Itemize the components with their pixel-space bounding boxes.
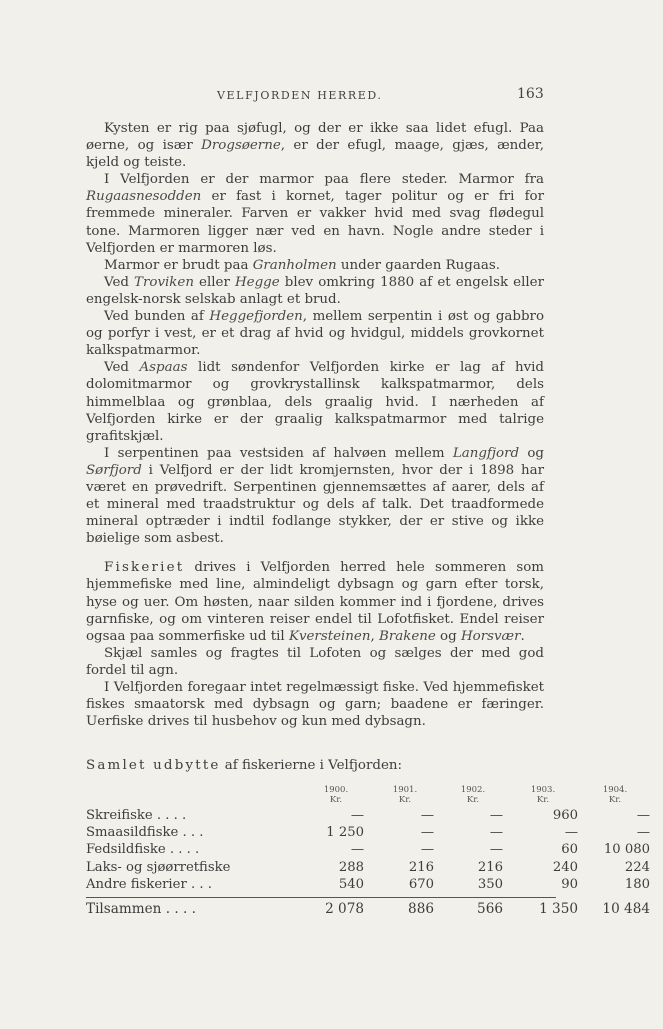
emphasis-term: Fiskeriet	[104, 560, 185, 576]
total-value: 886	[408, 900, 434, 917]
total-value: 1 350	[539, 900, 578, 917]
text-run: blev omkring 1880 af et engelsk eller engelsk-norsk selskab anlagt et brud.	[86, 274, 544, 307]
text-run: I serpentinen paa vestsiden af halvøen mellem	[104, 445, 453, 461]
paragraph	[86, 559, 544, 644]
row-value: 240	[552, 859, 578, 875]
paragraph	[86, 171, 544, 256]
row-value: —	[489, 842, 503, 858]
text-run: er fast i kornet, tager politur og er fri for fremmede mineraler. Farven er vakker hvid med svag flødegul tone. Marmoren ligger nær ved en havn. Nogle andre steder i Velfjorden er marmoren løs.	[86, 189, 544, 256]
text-run: drives i Velfjorden herred hele sommeren som hjemmefiske med line, almindeligt dybsagn og garn efter torsk, hyse og uer. Om høsten, naar silden kommer ind i fjordene, drives garnfiske, og om vinteren reiser endel til Lofotfisket. Endel reiser ogsaa paa sommerfiske ud til	[86, 560, 544, 644]
row-label: Fedsildfiske . . . .	[86, 842, 200, 858]
paragraph	[86, 679, 544, 730]
row-value: —	[489, 825, 503, 841]
row-value: —	[420, 808, 434, 823]
row-value: —	[564, 825, 578, 841]
paragraph	[86, 120, 544, 171]
text-run: eller	[193, 274, 235, 290]
text-run: , mellem serpentin i øst og gabbro og porfyr i vest, er et drag af hvid og hvidgul, middels grovkornet kalkspatmarmor.	[86, 309, 544, 359]
text-run: under gaarden Rugaas.	[336, 257, 500, 273]
text-run: lidt søndenfor Velfjorden kirke er lag af hvid dolomitmarmor og grovkrystallinsk kalkspatmarmor, dels himmelblaa og grønblaa, dels graalig hvid. I nærheden af Velfjorden kirke er der graalig kalkspatmarmor med talrige grafitskjæl.	[86, 360, 544, 444]
italic-term: Rugaasnesodden	[86, 189, 202, 205]
page-number: 163	[517, 86, 544, 102]
text-run: Marmor er brudt paa	[104, 257, 253, 273]
table-row	[86, 825, 650, 842]
row-value: —	[636, 808, 650, 823]
table-row	[86, 808, 650, 825]
italic-term: Heggefjorden	[209, 309, 303, 325]
row-value: 670	[408, 876, 434, 892]
row-value: 960	[552, 808, 578, 823]
text-run: i Velfjord er der lidt kromjernsten, hvor der i 1898 har været en prøvedrift. Serpentinen gjennemsættes af aarer, dels af et mineral med traadstruktur og dels af talk. Det traadformede mineral optræder i indtil fodlange stykker, der er stive og ikke bøielige som asbest.	[86, 462, 544, 547]
row-value: 10 080	[603, 842, 650, 858]
italic-term: Granholmen	[252, 257, 337, 273]
total-label: Tilsammen . . . .	[86, 900, 196, 917]
row-value: —	[350, 808, 364, 823]
row-value: 350	[477, 876, 503, 892]
row-label: Andre fiskerier . . .	[86, 876, 212, 892]
total-value: 2 078	[325, 900, 364, 917]
fishery-table	[86, 785, 650, 918]
year-header: 1900. Kr.	[323, 785, 349, 805]
table-row	[86, 859, 650, 877]
row-value: 60	[561, 842, 578, 858]
text-run: ,	[370, 628, 379, 644]
text-run: og	[435, 628, 461, 644]
text-run: Ved	[104, 274, 135, 290]
year-header: 1901. Kr.	[392, 785, 418, 805]
row-label: Smaasildfiske . . .	[86, 825, 204, 841]
row-value: —	[420, 825, 434, 841]
italic-term: Hegge	[235, 274, 280, 290]
italic-term: Brakene	[378, 628, 436, 644]
text-run: og	[519, 445, 544, 461]
year-header: 1902. Kr.	[460, 785, 486, 805]
table-row	[86, 842, 650, 859]
total-rule	[86, 897, 556, 898]
row-value: —	[636, 825, 650, 841]
row-label: Laks- og sjøørretfiske	[86, 859, 231, 875]
header-title: VELFJORDEN HERRED.	[217, 89, 383, 102]
paragraph	[86, 445, 544, 548]
running-header	[0, 86, 663, 106]
paragraph	[86, 274, 544, 308]
row-value: 216	[477, 859, 503, 875]
year-header: 1904. Kr.	[602, 785, 628, 805]
row-value: 540	[338, 876, 364, 892]
table-row	[86, 876, 650, 894]
row-value: 216	[408, 859, 434, 875]
row-value: —	[489, 808, 503, 823]
text-run: , er der efugl, maage, gjæs, ænder, kjeld og teiste.	[86, 138, 544, 171]
paragraph	[86, 257, 544, 274]
italic-term: Troviken	[134, 274, 194, 290]
italic-term: Drogsøerne	[201, 138, 281, 154]
row-value: 1 250	[326, 825, 364, 841]
text-run: Skjæl samles og fragtes til Lofoten og sælges der med god fordel til agn.	[86, 645, 544, 678]
text-run: I Velfjorden er der marmor paa flere steder. Marmor fra	[104, 172, 544, 188]
row-value: —	[420, 842, 434, 858]
italic-term: Kversteinen	[288, 628, 371, 644]
text-run: Ved	[104, 360, 140, 376]
table-caption	[86, 758, 544, 773]
italic-term: Aspaas	[139, 360, 188, 376]
body-text	[86, 120, 544, 730]
text-run: Kysten er rig paa sjøfugl, og der er ikke saa lidet efugl. Paa øerne, og især	[86, 121, 544, 154]
row-value: —	[350, 842, 364, 858]
paragraph	[86, 645, 544, 679]
row-value: 180	[624, 876, 650, 892]
italic-term: Sørfjord	[86, 462, 142, 478]
text-run: .	[520, 628, 525, 644]
year-header: 1903. Kr.	[530, 785, 556, 805]
row-value: 224	[624, 859, 650, 875]
table-header-row	[86, 785, 628, 808]
text-run: I Velfjorden foregaar intet regelmæssigt fiske. Ved hjemmefisket fiskes smaatorsk med dybsagn og garn; baadene er færinger. Uerfiske drives til husbehov og kun med dybsagn.	[86, 680, 544, 730]
row-value: 288	[338, 859, 364, 875]
table-caption-rest: af fiskerierne i Velfjorden:	[220, 758, 403, 773]
text-run: Ved bunden af	[104, 309, 210, 325]
total-value: 10 484	[602, 900, 650, 917]
row-label: Skreifiske . . . .	[86, 808, 187, 823]
table-total-row	[86, 900, 650, 918]
paragraph	[86, 308, 544, 359]
paragraph	[86, 359, 544, 444]
table-caption-emphasis: Samlet udbytte	[86, 758, 221, 773]
total-value: 566	[477, 900, 503, 917]
italic-term: Langfjord	[452, 445, 520, 461]
row-value: 90	[561, 876, 578, 892]
italic-term: Horsvær	[460, 628, 521, 644]
